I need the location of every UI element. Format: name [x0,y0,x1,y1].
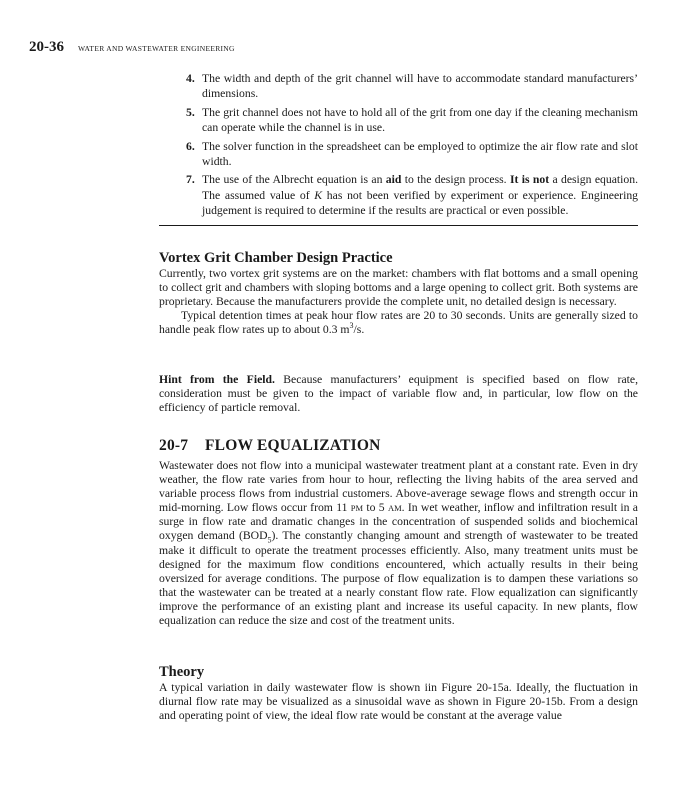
emphasis-aid: aid [385,173,402,187]
list-item [186,172,638,218]
theory-heading: Theory [159,664,205,680]
page-header [29,38,235,56]
vortex-paragraph-1: Currently, two vortex grit systems are on the market: chambers with flat bottoms and a small opening to collect grit and chambers with sloping bottoms and a large opening to collect grit. Both systems are proprietary. Because the manufacturers provide the complete unit, no detailed design is necessary. [159,267,638,309]
list-item [186,71,638,102]
list-item-text: The grit channel does not have to hold all of the grit from one day if the cleaning mechanism can operate while the channel is in use. [202,105,638,135]
vortex-paragraph-2: Typical detention times at peak hour flow rates are 20 to 30 seconds. Units are generally sized to handle peak flow rates up to about 0.3 $m^3/s$. [159,309,638,337]
list-item-number: 7. [186,173,195,187]
vortex-heading: Vortex Grit Chamber Design Practice [159,250,393,266]
list-item-number: 5. [186,105,195,119]
hint-text: Because manufacturers’ equipment is specified based on flow rate, consideration must be given to the impact of variable flow and, in particular, low flow on the efficiency of particle removal. [159,373,638,415]
list-item-text: The width and depth of the grit channel will have to accommodate standard manufacturers’ dimensions. [202,72,638,101]
running-head: WATER AND WASTEWATER ENGINEERING [78,44,235,53]
list-item-number: 4. [186,72,195,85]
flow-equalization-section [159,436,638,628]
section-number: 20-7 [159,437,189,454]
flow-equalization-paragraph: Wastewater does not flow into a municipal wastewater treatment plant at a constant rate. Even in dry weather, the flow rate varies from hour to hour, reflecting the living habits of the area served and variable process flows from industrial customers. Above-average sewage flows and strength occur in mid-morning. Low flows occur from 11 PM to 5 AM. In wet weather, inflow and infiltration result in a surge in flow rate and dramatic changes in the concentration of suspended solids and biochemical oxygen demand $(BOD_5)$. The constantly changing amount and strength of wastewater to be treated make it difficult to operate the treatment processes efficiently. Also, many treatment units must be designed for the maximum flow conditions encountered, which actually results in their being oversized for average conditions. The purpose of flow equalization is to dampen these variations so that the wastewater can be treated at a nearly constant flow rate. Flow equalization can significantly improve the performance of an existing plant and increase its useful capacity. In new plants, flow equalization can reduce the size and cost of the treatment units. [159,459,638,628]
hint-label: Hint from the Field. [159,373,275,386]
list-item-text: The use of the Albrecht equation is an aid to the design process. It is not a design equation. The assumed value of K has not been verified by experiment or experience. Engineering judgement is required to determine if the results are practical or even possible. [202,173,639,218]
list-item [186,105,638,136]
emphasis-is-not: It is not [509,173,550,187]
page-number: 20-36 [29,39,64,55]
theory-section [159,663,638,723]
variable-k: K [314,188,323,202]
hint-paragraph [159,373,638,415]
section-title: FLOW EQUALIZATION [205,437,381,454]
list-item [186,139,638,170]
hint-box [159,373,638,415]
design-notes-list [186,71,638,222]
section-heading [159,436,638,455]
section-divider [159,225,638,226]
theory-paragraph: A typical variation in daily wastewater flow is shown iin Figure 20-15a. Ideally, the fluctuation in diurnal flow rate may be visualized as a sinusoidal wave as shown in Figure 20-15b. From a design and operating point of view, the ideal flow rate would be constant at the average value [159,681,638,723]
vortex-section [159,249,638,337]
list-item-text: The solver function in the spreadsheet can be employed to optimize the air flow rate and slot width. [202,139,638,169]
list-item-number: 6. [186,139,195,153]
